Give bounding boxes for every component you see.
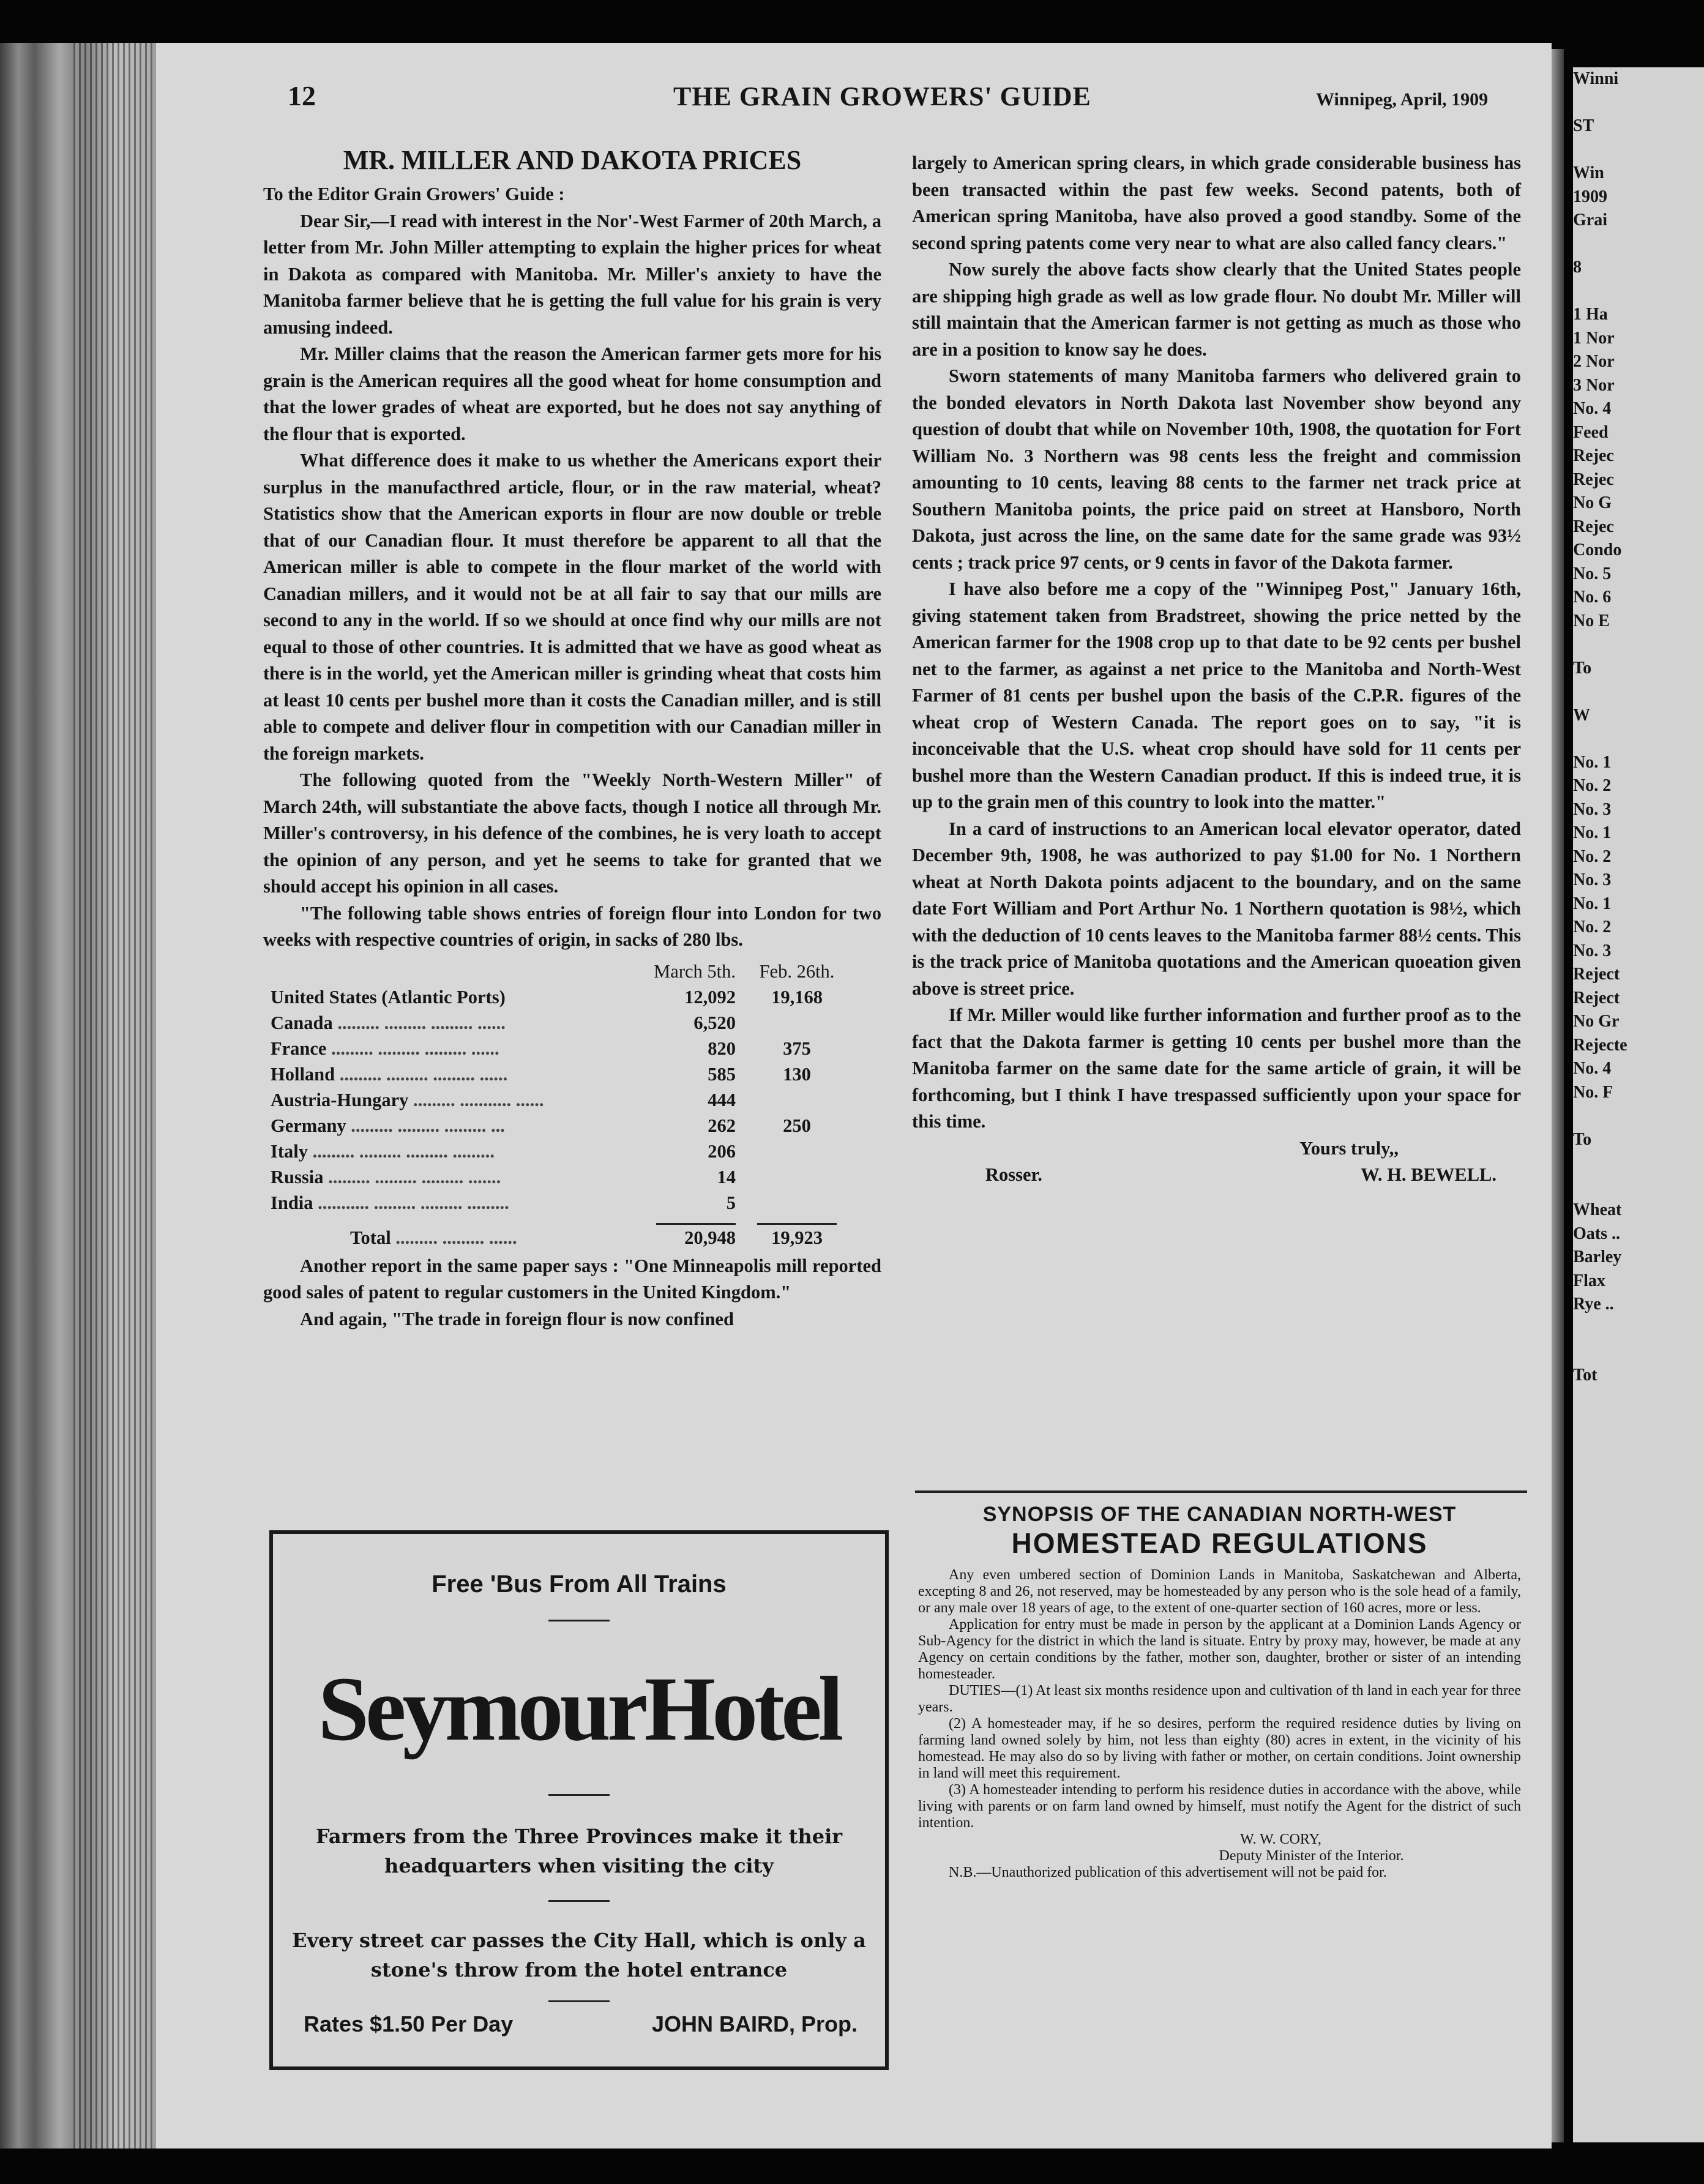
fragment-line: No. 2 [1573, 918, 1612, 937]
dot-leader: ......... ........... ...... [413, 1089, 544, 1110]
synopsis-kicker: SYNOPSIS OF THE CANADIAN NORTH-WEST [982, 1503, 1457, 1526]
mar5-cell: 14 [717, 1166, 736, 1187]
feb26-cell [736, 1164, 858, 1190]
synopsis-paragraph: Any even umbered section of Dominion Lands in Manitoba, Saskatchewan and Alberta, excepting 8 and 26, not reserved, may be homesteaded by any person who is the sole head of a family, or any male over 18 years of age, to the extent of one-quarter section of 160 acres, more or less. [918, 1567, 1521, 1616]
table-row [271, 1087, 858, 1113]
fragment-line: No. 2 [1573, 776, 1612, 795]
paragraph: What difference does it make to us whether the Americans export their surplus in the manufacthred article, flour, or in the raw material, wheat? Statistics show that the American exports in flour are now double or treble that of our Canadian flour. It must therefore be apparent to all that the American miller is able to compete in the flour market of the world with Canadian millers, and it would not be at all fair to say that our mills are second to any in the world. If so we should at once find why our mills are not equal to those of other countries. It is admitted that we have as good wheat as there is in the world, yet the American miller is grinding wheat that costs him at least 10 cents per bushel more than it costs the Canadian miller, and is still able to compete and deliver flour in competition with our Canadian miller in the foreign markets. [263, 450, 881, 764]
mar5-cell: 5 [726, 1192, 736, 1213]
synopsis-signer-title: Deputy Minister of the Interior. [1219, 1848, 1404, 1864]
ad-farmers-text [273, 1822, 885, 1880]
feb26-cell: 250 [783, 1115, 811, 1136]
ad-line: stone's throw from the hotel entrance [370, 1958, 788, 1981]
paper-title: THE GRAIN GROWERS' GUIDE [673, 81, 1091, 111]
fragment-line: 3 Nor [1573, 375, 1615, 395]
fragment-line [1573, 91, 1704, 115]
fragment-line [1573, 1151, 1704, 1175]
country-cell [271, 1190, 635, 1216]
country-cell [271, 1036, 635, 1061]
dot-leader: ........... ......... ......... ......... [318, 1192, 509, 1213]
fragment-line [1573, 680, 1704, 704]
fragment-line: 8 [1573, 258, 1582, 277]
fragment-line: Condo [1573, 540, 1622, 559]
feb26-cell [736, 1139, 858, 1164]
fragment-line [1573, 1317, 1704, 1341]
fragment-line: 1 Ha [1573, 305, 1608, 324]
table-header-row [271, 959, 858, 984]
fragment-line: No. 2 [1573, 847, 1612, 866]
synopsis-body [918, 1567, 1521, 1881]
fragment-line: Wheat [1573, 1200, 1622, 1219]
fragment-line: ST [1573, 116, 1594, 135]
synopsis-paragraph: (3) A homesteader intending to perform his residence duties in accordance with the above, while living with parents or on farm land owned by himself, must notify the Agent for the district of such intention. [918, 1782, 1521, 1831]
fragment-line: Rejec [1573, 446, 1614, 465]
fragment-line [1573, 633, 1704, 657]
fragment-line: Barley [1573, 1247, 1622, 1266]
fragment-line: 1909 [1573, 187, 1607, 206]
total-feb26: 19,923 [771, 1227, 823, 1248]
table-row [271, 1164, 858, 1190]
signature: W. H. BEWELL. [1361, 1164, 1497, 1185]
paragraph: If Mr. Miller would like further information and further proof as to the fact that the Dakota farmer is getting 10 cents per bushel more than the Manitoba farmer on the same date for the same article of grain, it will be forthcoming, but I think I have trespassed sufficiently upon your space for this time. [912, 1004, 1521, 1132]
country-name: France [271, 1038, 327, 1059]
country-cell [271, 1113, 635, 1139]
signature-line [912, 1162, 1521, 1189]
section-divider [915, 1490, 1527, 1493]
fragment-line: Grai [1573, 211, 1607, 230]
ad-divider [548, 1900, 610, 1902]
fragment-line: No. 3 [1573, 870, 1612, 889]
table-row [271, 984, 858, 1010]
fragment-line [1573, 280, 1704, 304]
article-column-right [912, 150, 1521, 1189]
fragment-line [1573, 138, 1704, 162]
fragment-line: No E [1573, 611, 1610, 630]
table-row [271, 1190, 858, 1216]
fragment-line [1573, 233, 1704, 256]
salutation: To the Editor Grain Growers' Guide : [263, 184, 565, 204]
table-total-row [271, 1225, 858, 1251]
seymour-hotel-ad [269, 1530, 889, 2070]
fragment-line: Feed [1573, 422, 1609, 442]
table-row [271, 1010, 858, 1036]
ad-divider [548, 1794, 610, 1796]
fragment-line: No. 4 [1573, 399, 1612, 418]
feb26-cell [736, 1010, 858, 1036]
dot-leader: ......... ......... ...... [395, 1227, 517, 1248]
fragment-line [1573, 1175, 1704, 1199]
ad-line: headquarters when visiting the city [384, 1854, 774, 1877]
country-cell [271, 1061, 635, 1087]
dot-leader: ......... ......... ......... ...... [339, 1063, 508, 1085]
fragment-line [1573, 727, 1704, 751]
article-column-left [263, 142, 881, 1333]
fragment-line: Rejec [1573, 469, 1614, 489]
country-name: Holland [271, 1063, 335, 1085]
country-name: Germany [271, 1115, 346, 1136]
country-cell [271, 1087, 635, 1113]
country-cell [271, 1164, 635, 1190]
paragraph: The following quoted from the "Weekly North-Western Miller" of March 24th, will substantiate the above facts, though I notice all through Mr. Miller's controversy, in his defence of the combines, he is very loath to accept the opinion of any person, and yet he seems to take for granted that we should accept his opinion in all cases. [263, 769, 881, 897]
feb26-cell: 130 [783, 1063, 811, 1085]
mar5-cell: 585 [708, 1063, 736, 1085]
synopsis-note: N.B.—Unauthorized publication of this advertisement will not be paid for. [949, 1864, 1387, 1880]
fragment-line: Rejecte [1573, 1035, 1627, 1055]
fragment-line: 2 Nor [1573, 352, 1615, 371]
paragraph: Another report in the same paper says : "One Minneapolis mill reported good sales of patent to regular customers in the United Kingdom." [263, 1255, 881, 1303]
dot-leader: ......... ......... ......... ......... [312, 1140, 495, 1162]
synopsis-paragraph: DUTIES—(1) At least six months residence upon and cultivation of th land in each year for three years. [918, 1683, 1521, 1715]
ad-proprietor: JOHN BAIRD, Prop. [651, 2011, 858, 2036]
ad-streetcar-text [273, 1926, 885, 1984]
country-name: Canada [271, 1012, 333, 1033]
fragment-line: Reject [1573, 988, 1620, 1008]
dot-leader: ......... ......... ......... ...... [337, 1012, 506, 1033]
ad-divider [548, 1620, 610, 1621]
country-name: United States (Atlantic Ports) [271, 986, 506, 1008]
dateline: Winnipeg, April, 1909 [1316, 89, 1489, 110]
mar5-cell: 262 [708, 1115, 736, 1136]
closing: Yours truly,, [1299, 1137, 1399, 1159]
country-name: Russia [271, 1166, 324, 1187]
paragraph: "The following table shows entries of foreign flour into London for two weeks with respective countries of origin, in sacks of 280 lbs. [263, 902, 881, 950]
column-header: March 5th. [654, 960, 736, 982]
fragment-line: Reject [1573, 965, 1620, 984]
hotel-name: SeymourHotel [318, 1658, 840, 1760]
fragment-line: 1 Nor [1573, 328, 1615, 348]
table-row [271, 1061, 858, 1087]
paragraph: Now surely the above facts show clearly that the United States people are shipping high grade as well as low grade flour. No doubt Mr. Miller will still maintain that the American farmer is not getting as much as those who are in a position to know say he does. [912, 259, 1521, 360]
fragment-line: Rejec [1573, 517, 1614, 536]
page-edges [73, 43, 153, 2148]
fragment-line: No. 3 [1573, 941, 1612, 960]
synopsis-paragraph: Application for entry must be made in person by the applicant at a Dominion Lands Agency or Sub-Agency for the district in which the land is situate. Entry by proxy may, however, be made at any Agency on certain conditions by the father, mother son, daughter, brother or sister of an intending homesteader. [918, 1617, 1521, 1682]
dot-leader: ......... ......... ......... ... [351, 1115, 505, 1136]
total-mar5: 20,948 [684, 1227, 736, 1248]
total-rule [271, 1216, 858, 1225]
country-name: Austria-Hungary [271, 1089, 409, 1110]
feb26-cell: 375 [783, 1038, 811, 1059]
fragment-line: To [1573, 658, 1592, 678]
paragraph: In a card of instructions to an American local elevator operator, dated December 9th, 1908, he was authorized to pay $1.00 for No. 1 Northern wheat at North Dakota points adjacent to the boundary, and on the same date Fort William and Port Arthur No. 1 Northern quotation is 98½, which with the deduction of 10 cents leaves to the Manitoba farmer 88½ cents. This is the track price of Manitoba quotations and the American quoeation given above is street price. [912, 818, 1521, 999]
fragment-line: No. 6 [1573, 588, 1612, 607]
adjacent-page-text [1573, 67, 1704, 1387]
mar5-cell: 820 [708, 1038, 736, 1059]
synopsis-heading: HOMESTEAD REGULATIONS [1011, 1527, 1428, 1559]
paragraph: And again, "The trade in foreign flour is now confined [300, 1308, 734, 1329]
country-cell [271, 1139, 635, 1164]
page-number: 12 [288, 80, 316, 111]
paragraph: Mr. Miller claims that the reason the American farmer gets more for his grain is the American requires all the good wheat for home consumption and that the lower grades of wheat are exported, but he does not say anything of the flour that is exported. [263, 343, 881, 444]
fragment-line: No. 3 [1573, 799, 1612, 819]
fragment-line: W [1573, 705, 1590, 725]
dot-leader: ......... ......... ......... ....... [328, 1166, 501, 1187]
paragraph: Dear Sir,—I read with interest in the Nor'-West Farmer of 20th March, a letter from Mr. John Miller attempting to explain the higher prices for wheat in Dakota as compared with Manitoba. Mr. Miller's anxiety to have the Manitoba farmer believe that he is getting the full value for his grain is very amusing indeed. [263, 210, 881, 338]
fragment-line: No. 1 [1573, 823, 1612, 842]
table-row [271, 1036, 858, 1061]
fragment-line: Oats .. [1573, 1224, 1620, 1243]
fragment-line: No. 4 [1573, 1059, 1612, 1078]
feb26-cell [736, 1087, 858, 1113]
ad-tagline: Free 'Bus From All Trains [432, 1571, 727, 1598]
table-row [271, 1139, 858, 1164]
paragraph: Sworn statements of many Manitoba farmers who delivered grain to the bonded elevators in North Dakota last November show beyond any question of doubt that while on November 10th, 1908, the quotation for Fort William No. 3 Northern was 98 cents less the freight and commission amounting to 10 cents, leaving 88 cents to the farmer net track price at Southern Manitoba points, the price paid on street at Hansboro, North Dakota, just across the line, on the same date for the same grade was 93½ cents ; track price 97 cents, or 9 cents in favor of the Dakota farmer. [912, 365, 1521, 573]
mar5-cell: 6,520 [693, 1012, 736, 1033]
fragment-line: No. F [1573, 1082, 1613, 1102]
column-header: Feb. 26th. [759, 960, 835, 982]
ad-line: Every street car passes the City Hall, which is only a [292, 1929, 866, 1952]
ad-line: Farmers from the Three Provinces make it their [315, 1825, 843, 1848]
paragraph: I have also before me a copy of the "Winnipeg Post," January 16th, giving statement taken from Bradstreet, showing the price netted by the American farmer for the 1908 crop up to that date to be 92 cents per bushel net to the farmer, as against a net price to the Manitoba and North-West Farmer of 81 cents per bushel upon the basis of the C.P.R. figures of the wheat crop of Western Canada. The report goes on to say, "it is inconceivable that the U.S. wheat crop should have sold for 11 cents per bushel more than the Western Canadian product. If this is indeed true, it is up to the grain men of this country to look into the matter." [912, 578, 1521, 812]
mar5-cell: 12,092 [684, 986, 736, 1008]
place: Rosser. [985, 1164, 1042, 1185]
fragment-line [1573, 1104, 1704, 1128]
fragment-line: To [1573, 1129, 1592, 1149]
country-cell [271, 1010, 635, 1036]
ad-rates: Rates $1.50 Per Day [304, 2011, 514, 2036]
mar5-cell: 444 [708, 1089, 736, 1110]
fragment-line: Rye .. [1573, 1295, 1614, 1314]
fragment-line: Winni [1573, 69, 1619, 88]
dot-leader: ......... ......... ......... ...... [331, 1038, 499, 1059]
total-label: Total [350, 1227, 391, 1248]
feb26-cell [736, 1190, 858, 1216]
synopsis-paragraph: (2) A homesteader may, if he so desires, perform the required residence duties by living on farming land owned solely by him, not less than eighty (80) acres in extent, in the vicinity of his homestead. He may also do so by living with father or mother, on certain conditions. Joint ownership in land will meet this requirement. [918, 1716, 1521, 1781]
country-name: India [271, 1192, 313, 1213]
mar5-cell: 206 [708, 1140, 736, 1162]
table-row [271, 1113, 858, 1139]
fragment-line: No. 1 [1573, 894, 1612, 913]
article-title: MR. MILLER AND DAKOTA PRICES [343, 145, 802, 175]
synopsis-signer: W. W. CORY, [1240, 1831, 1321, 1847]
adjacent-page-fragment [1573, 67, 1704, 2142]
fragment-line: Win [1573, 163, 1604, 182]
fragment-line: Flax [1573, 1271, 1605, 1290]
fragment-line: No. 5 [1573, 564, 1612, 583]
fragment-line: No G [1573, 493, 1612, 512]
fragment-line: No. 1 [1573, 752, 1612, 772]
paragraph: largely to American spring clears, in which grade considerable business has been transacted within the past few weeks. Second patents, both of American spring Manitoba, have also proved a good standby. Some of the second spring patents come very near to what are also called fancy clears." [912, 152, 1521, 253]
homestead-synopsis [918, 1503, 1521, 1881]
feb26-cell: 19,168 [771, 986, 823, 1008]
country-cell [271, 984, 635, 1010]
ad-divider [548, 2000, 610, 2002]
country-name: Italy [271, 1140, 308, 1162]
page-gutter [1552, 49, 1564, 2142]
flour-entries-table [271, 959, 858, 1251]
fragment-line [1573, 1340, 1704, 1364]
fragment-line: No Gr [1573, 1012, 1620, 1031]
fragment-line: Tot [1573, 1365, 1597, 1385]
